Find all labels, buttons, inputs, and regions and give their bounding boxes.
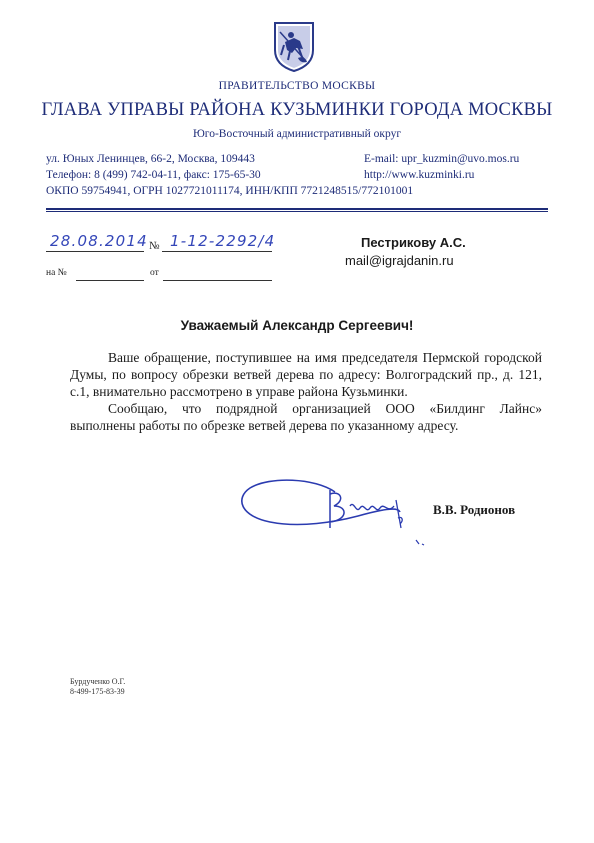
registration-date: 28.08.2014 xyxy=(50,232,148,250)
office-phone: Телефон: 8 (499) 742-04-11, факс: 175-65-30 xyxy=(46,169,261,181)
office-website: http://www.kuzminki.ru xyxy=(364,169,475,181)
okrug-label: Юго-Восточный административный округ xyxy=(192,128,402,140)
incoming-number-label: на № xyxy=(46,268,67,278)
handwritten-signature xyxy=(230,470,440,560)
office-address: ул. Юных Ленинцев, 66-2, Москва, 109443 xyxy=(46,153,255,165)
letterhead-rule xyxy=(46,208,548,210)
recipient-email: mail@igrajdanin.ru xyxy=(345,253,454,268)
incoming-number-line xyxy=(76,280,144,281)
letter-paragraph: Сообщаю, что подрядной организацией ООО «Билдинг Лайнс» выполнены работы по обрезке ветвей дерева по указанному адресу. xyxy=(70,401,542,433)
incoming-date-label: от xyxy=(150,268,159,278)
executor-phone: 8-499-175-83-39 xyxy=(70,687,125,696)
office-codes: ОКПО 59754941, ОГРН 1027721011174, ИНН/КПП 7721248515/772101001 xyxy=(46,185,414,197)
number-label: № xyxy=(149,240,160,252)
incoming-date-line xyxy=(163,280,272,281)
office-title: ГЛАВА УПРАВЫ РАЙОНА КУЗЬМИНКИ ГОРОДА МОСКВЫ xyxy=(41,100,553,120)
greeting: Уважаемый Александр Сергеевич! xyxy=(180,318,414,333)
number-underline xyxy=(162,251,272,252)
date-underline xyxy=(46,251,144,252)
recipient-name: Пестрикову А.С. xyxy=(361,235,466,250)
signer-name: В.В. Родионов xyxy=(433,502,516,517)
registration-number: 1-12-2292/4 xyxy=(170,232,276,250)
letter-body xyxy=(70,349,542,434)
office-email: E-mail: upr_kuzmin@uvo.mos.ru xyxy=(364,153,520,165)
letterhead-rule-thin xyxy=(46,211,548,212)
moscow-coat-of-arms-icon xyxy=(272,20,316,72)
government-title: ПРАВИТЕЛЬСТВО МОСКВЫ xyxy=(218,80,376,92)
letter-paragraph: Ваше обращение, поступившее на имя председателя Пермской городской Думы, по вопросу обрезки ветвей дерева по адресу: Волгоградский пр., д. 121, с.1, внимательно рассмотрено в управе района Кузьминки. xyxy=(70,350,542,399)
executor-name: Бурдученко О.Г. xyxy=(70,677,126,686)
